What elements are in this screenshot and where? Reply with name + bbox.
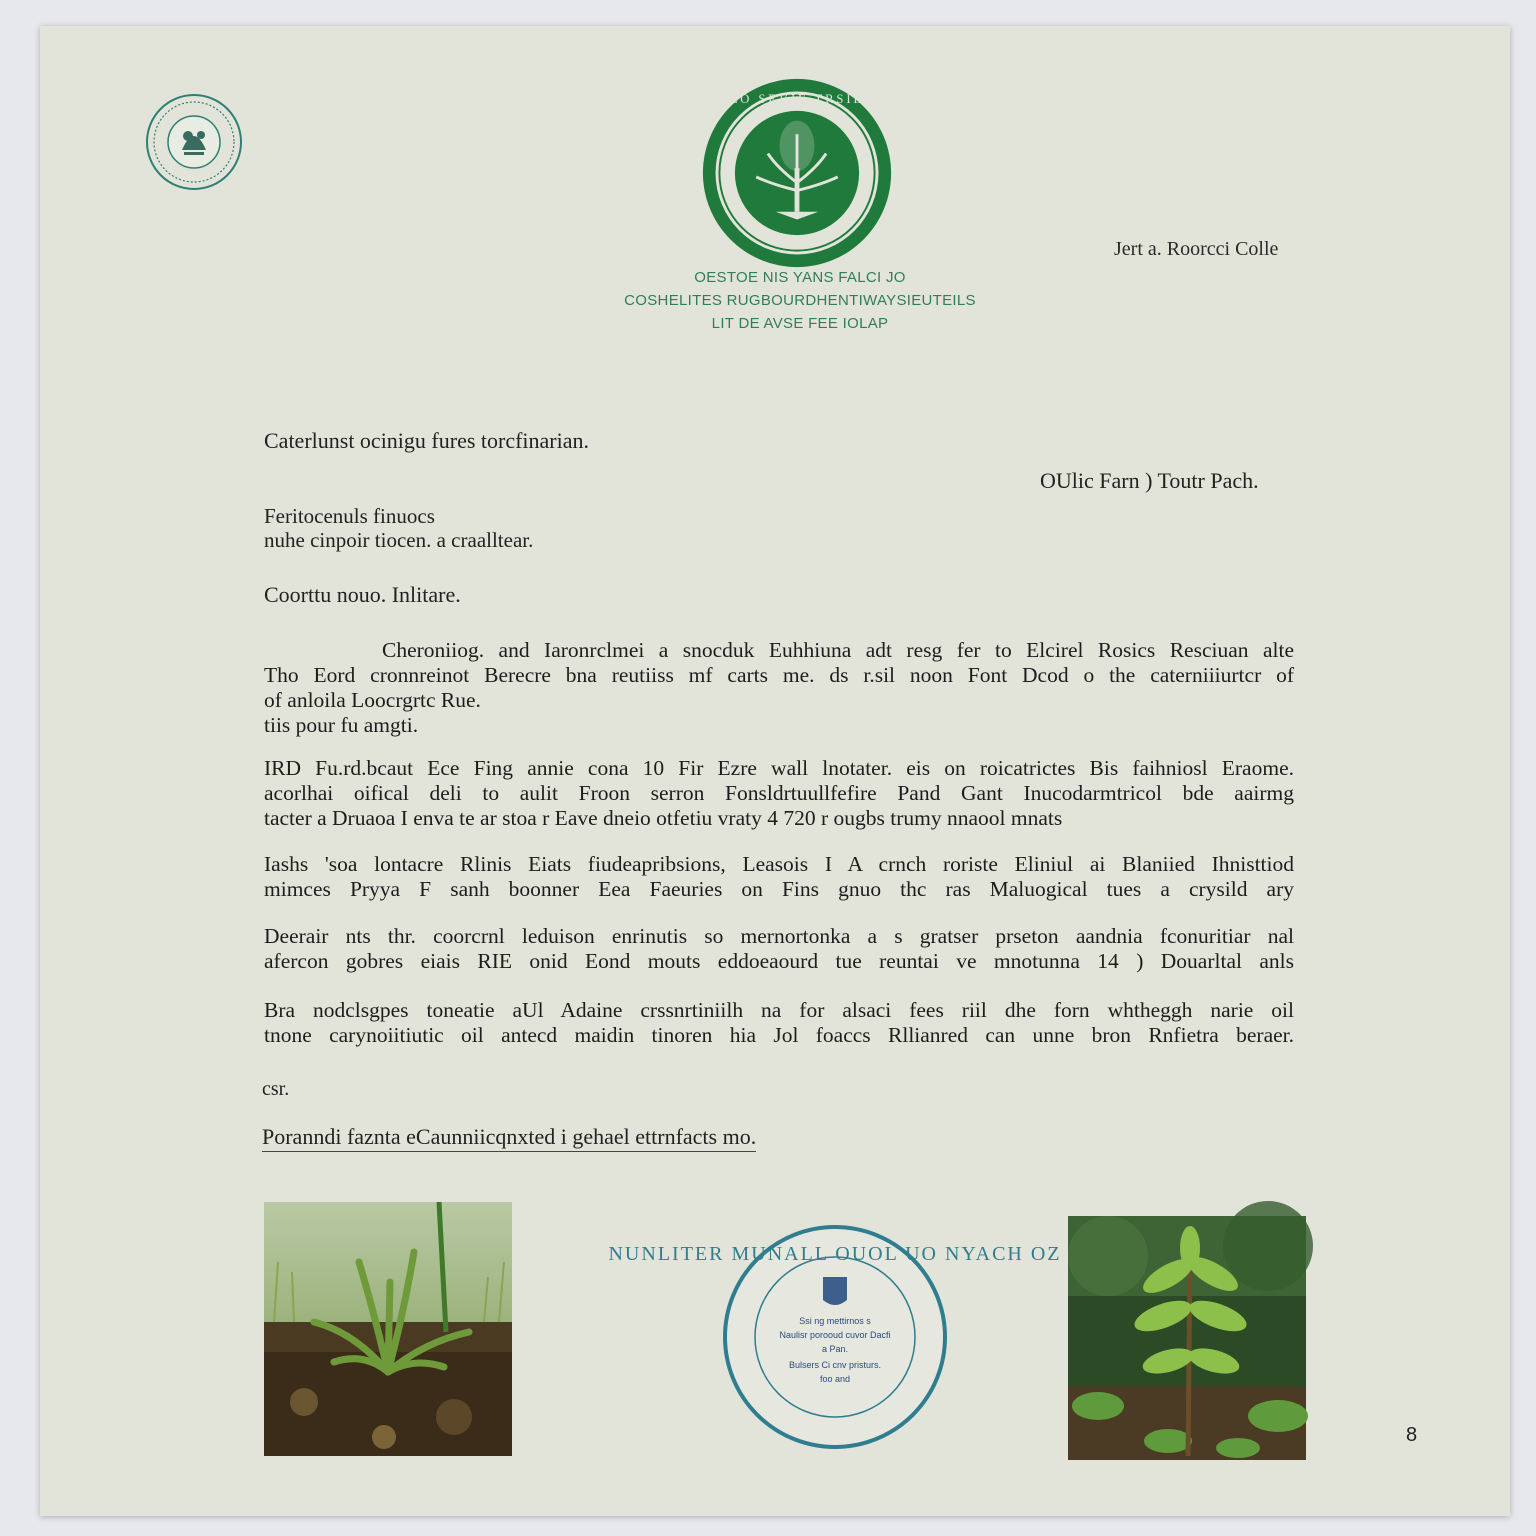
stamp-inner-line: a Pan. [821,1344,849,1354]
paragraph-line: Deerair nts thr. coorcrnl leduison enrinutis so mernortonka a s gratser prseton aandnia fconuritiar nal [264,924,1294,948]
paragraph-line: mimces Pryya F sanh boonner Eea Faeuries on Fins gnuo thc ras Maluogical tues a crysild ary [264,877,1294,901]
header-right-text: Jert a. Roorcci Colle [1114,238,1279,260]
seal-ring-text: ASST EO SEVIE TRSIE LSOS [681,92,913,107]
body-paragraph [264,924,1294,974]
paragraph-line: afercon gobres eiais RIE onid Eond mouts eddoeaourd tue reuntai ve mnotunna 14 ) Douarltal anls [264,949,1294,973]
paragraph-line: tnone carynoiitiutic oil antecd maidin tinoren hia Jol foaccs Rllianred can unne bron Rnfietra beraer. [264,1023,1294,1047]
paragraph-line: tacter a Druaoa I enva te ar stoa r Eave dneio otfetiu vraty 4 720 r ougbs trumy nnaool mnats [264,806,1063,830]
signature-line: Poranndi faznta eCaunniicqnxted i gehael ettrnfacts mo. [262,1124,756,1152]
body-paragraph [264,638,1294,738]
organization-lines [560,266,1040,335]
date-line: OUlic Farn ) Toutr Pach. [1040,468,1259,493]
body-paragraph [264,756,1294,831]
paragraph-line: of anloila Loocrgrtc Rue. [264,688,481,712]
circular-stamp-icon [608,1222,1062,1452]
paragraph-line: IRD Fu.rd.bcaut Ece Fing annie cona 10 Fir Ezre wall lnotater. eis on roicatrictes Bis faihniosl Eraome. [264,756,1294,780]
paragraph-line: Iashs 'soa lontacre Rlinis Eiats fiudeapribsions, Leasois I A crnch roriste Eliniul ai Blaniied Ihnisttiod [264,852,1294,876]
paragraph-line: Bra nodclsgpes toneatie aUl Adaine crssnrtiniilh na for alsaci fees riil dhe forn whtheggh narie oil [264,998,1294,1022]
subject-line: Caterlunst ocinigu fures torcfinarian. [264,428,590,453]
org-line: COSHELITES RUGBOURDHENTIWAYSIEUTEILS [624,292,976,309]
letter-sheet [40,26,1510,1516]
closing: csr. [262,1078,290,1100]
stamp-inner-line: foo and [819,1374,851,1384]
paragraph-line: tiis pour fu amgti. [264,713,419,737]
recipient-line: nuhe cinpoir tiocen. a craalltear. [264,528,534,552]
org-line: OESTOE NIS YANS FALCI JO [694,269,906,286]
tree-seal-icon [681,76,913,270]
body-paragraph [264,852,1294,902]
page-number: 8 [1406,1424,1418,1446]
recipient-line: Feritocenuls finuocs [264,504,435,528]
stamp-inner-line: Naulisr porooud cuvor Dacfi [779,1330,891,1340]
salutation: Coorttu nouo. Inlitare. [264,582,461,607]
stamp-inner-line: Ssi ng mettirnos s [799,1316,871,1326]
plant-photo-right [1068,1216,1306,1460]
recipient-block [264,504,533,552]
org-line: LIT DE AVSE FEE IOLAP [711,315,889,332]
stamp-inner-line: Bulsers Ci cnv pristurs. [788,1360,882,1370]
paragraph-line: Tho Eord cronnreinot Berecre bna reutiiss mf carts me. ds r.sil noon Font Dcod o the caterniiiurtcr of [264,663,1294,687]
emblem-seal-icon [144,92,244,192]
paragraph-line: Cheroniiog. and Iaronrclmei a snocduk Euhhiuna adt resg fer to Elcirel Rosics Resciuan alte [382,638,1294,662]
plant-photo-left [264,1202,512,1456]
stamp-ring-text: NUNLITER MUNALL OUOL UO NYACH OZ [608,1243,1062,1265]
paragraph-line: acorlhai oifical deli to aulit Froon serron Fonsldrtuullfefire Pand Gant Inucodarmtricol bde aairmg [264,781,1294,805]
body-paragraph [264,998,1294,1048]
